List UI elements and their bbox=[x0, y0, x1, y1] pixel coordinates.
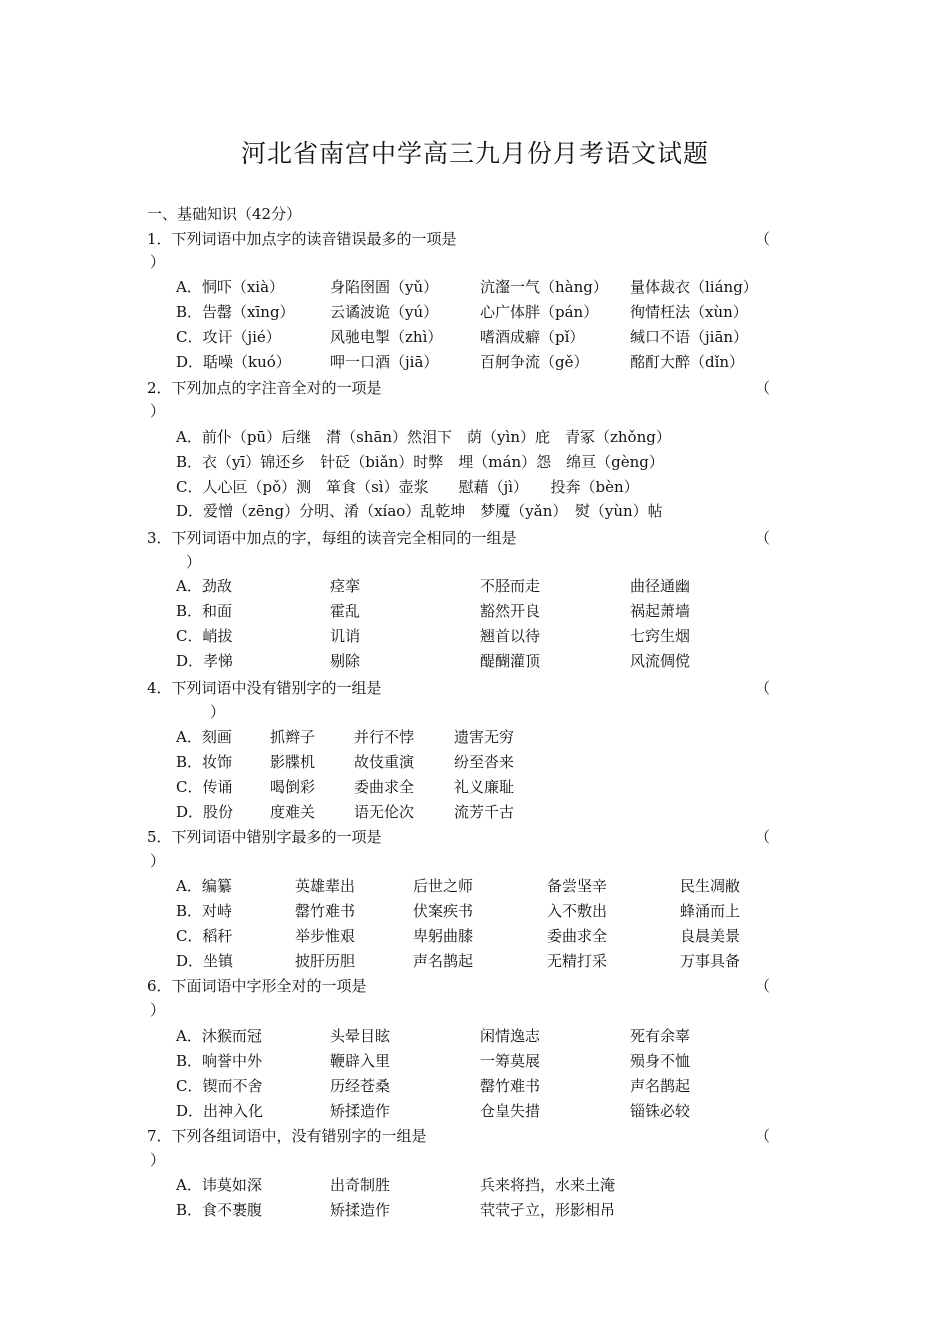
q1-option-a-2: 身陷囹圄（yǔ） bbox=[330, 278, 439, 296]
q7-option-a-2: 出奇制胜 bbox=[330, 1176, 391, 1194]
q4-option-d-1: D．股份 bbox=[176, 803, 234, 821]
q4-option-c-1: C．传诵 bbox=[176, 778, 233, 796]
q4-option-d-2: 度难关 bbox=[270, 803, 316, 821]
q1-option-b-1: B．告罄（xīng） bbox=[176, 303, 295, 321]
q1-option-b-2: 云谲波诡（yú） bbox=[330, 303, 439, 321]
q5-option-a-5: 民生凋敝 bbox=[680, 877, 741, 895]
q2-option-c: C．人心叵（pǒ）测 箪食（sì）壶浆 慰藉（jì） 投奔（bèn） bbox=[176, 478, 639, 496]
q6-option-b-1: B．响誉中外 bbox=[176, 1052, 263, 1070]
q6-option-a-1: A．沐猴而冠 bbox=[176, 1027, 262, 1045]
q3-option-b-1: B．和面 bbox=[176, 602, 233, 620]
q6-option-c-3: 罄竹难书 bbox=[480, 1077, 541, 1095]
question-4-stem: 4．下列词语中没有错别字的一组是 bbox=[147, 679, 382, 697]
q5-option-d-1: D．坐镇 bbox=[176, 952, 234, 970]
q5-option-c-4: 委曲求全 bbox=[547, 927, 608, 945]
q1-option-a-1: A．恫吓（xià） bbox=[176, 278, 285, 296]
q4-option-b-3: 故伎重演 bbox=[354, 753, 415, 771]
q6-option-c-4: 声名鹊起 bbox=[630, 1077, 691, 1095]
q6-option-d-4: 锱铢必较 bbox=[630, 1102, 691, 1120]
q6-option-d-2: 矫揉造作 bbox=[330, 1102, 391, 1120]
answer-paren-close: ） bbox=[150, 1151, 166, 1169]
q1-option-d-1: D．聒噪（kuó） bbox=[176, 353, 291, 371]
q1-option-a-3: 沆瀣一气（hàng） bbox=[480, 278, 608, 296]
q1-option-c-1: C．攻讦（jié） bbox=[176, 328, 281, 346]
q6-option-a-3: 闲情逸志 bbox=[480, 1027, 541, 1045]
q3-option-d-4: 风流倜傥 bbox=[630, 652, 691, 670]
q5-option-d-3: 声名鹊起 bbox=[413, 952, 474, 970]
answer-paren-open: （ bbox=[755, 379, 771, 397]
q2-option-b: B．衣（yī）锦还乡 针砭（biǎn）时弊 埋（mán）怨 绵亘（gèng） bbox=[176, 453, 664, 471]
q3-option-d-2: 剔除 bbox=[330, 652, 361, 670]
q4-option-c-2: 喝倒彩 bbox=[270, 778, 316, 796]
q4-option-a-2: 抓辫子 bbox=[270, 728, 316, 746]
q4-option-d-3: 语无伦次 bbox=[354, 803, 415, 821]
q6-option-c-1: C．锲而不舍 bbox=[176, 1077, 263, 1095]
q4-option-a-1: A．刻画 bbox=[176, 728, 232, 746]
question-5-stem: 5．下列词语中错别字最多的一项是 bbox=[147, 828, 382, 846]
q3-option-b-3: 豁然开良 bbox=[480, 602, 541, 620]
q1-option-c-2: 风驰电掣（zhì） bbox=[330, 328, 443, 346]
q5-option-a-2: 英雄辈出 bbox=[295, 877, 356, 895]
q1-option-d-2: 呷一口酒（jiā） bbox=[330, 353, 439, 371]
q3-option-d-3: 醍醐灌顶 bbox=[480, 652, 541, 670]
q7-option-b-3: 茕茕孑立，形影相吊 bbox=[480, 1201, 616, 1219]
answer-paren-open: （ bbox=[755, 529, 771, 547]
q4-option-d-4: 流芳千古 bbox=[454, 803, 515, 821]
q6-option-a-4: 死有余辜 bbox=[630, 1027, 691, 1045]
q5-option-a-4: 备尝坚辛 bbox=[547, 877, 608, 895]
q5-option-b-5: 蜂涌而上 bbox=[680, 902, 741, 920]
q7-option-a-1: A．讳莫如深 bbox=[176, 1176, 262, 1194]
q5-option-d-2: 披肝历胆 bbox=[295, 952, 356, 970]
q5-option-a-3: 后世之师 bbox=[413, 877, 474, 895]
q5-option-c-5: 良晨美景 bbox=[680, 927, 741, 945]
q1-option-b-4: 徇情枉法（xùn） bbox=[630, 303, 748, 321]
q5-option-b-1: B．对峙 bbox=[176, 902, 233, 920]
q4-option-b-4: 纷至沓来 bbox=[454, 753, 515, 771]
q2-option-d: D．爱憎（zēng）分明、淆（xíao）乱乾坤 梦魇（yǎn） 熨（yùn）帖 bbox=[176, 502, 663, 520]
q4-option-b-1: B．妆饰 bbox=[176, 753, 233, 771]
q4-option-c-3: 委曲求全 bbox=[354, 778, 415, 796]
q6-option-d-3: 仓皇失措 bbox=[480, 1102, 541, 1120]
q4-option-a-4: 遗害无穷 bbox=[454, 728, 515, 746]
q6-option-a-2: 头晕目眩 bbox=[330, 1027, 391, 1045]
q7-option-b-2: 矫揉造作 bbox=[330, 1201, 391, 1219]
q1-option-c-4: 缄口不语（jiān） bbox=[630, 328, 749, 346]
q3-option-d-1: D．孝悌 bbox=[176, 652, 234, 670]
question-3-stem: 3．下列词语中加点的字，每组的读音完全相同的一组是 bbox=[147, 529, 517, 547]
q5-option-b-4: 入不敷出 bbox=[547, 902, 608, 920]
q6-option-b-2: 鞭辟入里 bbox=[330, 1052, 391, 1070]
q5-option-b-3: 伏案疾书 bbox=[413, 902, 474, 920]
q1-option-d-4: 酩酊大醉（dǐn） bbox=[630, 353, 745, 371]
q6-option-d-1: D．出神入化 bbox=[176, 1102, 264, 1120]
answer-paren-close: ） bbox=[210, 703, 226, 721]
q4-option-a-3: 并行不悖 bbox=[354, 728, 415, 746]
q3-option-a-2: 痉挛 bbox=[330, 577, 361, 595]
question-6-stem: 6．下面词语中字形全对的一项是 bbox=[147, 977, 367, 995]
q3-option-c-4: 七窍生烟 bbox=[630, 627, 691, 645]
q4-option-b-2: 影牒机 bbox=[270, 753, 316, 771]
q1-option-a-4: 量体裁衣（liáng） bbox=[630, 278, 758, 296]
question-1-stem: 1．下列词语中加点字的读音错误最多的一项是 bbox=[147, 230, 457, 248]
q1-option-d-3: 百舸争流（gě） bbox=[480, 353, 589, 371]
answer-paren-open: （ bbox=[755, 230, 771, 248]
q3-option-a-3: 不胫而走 bbox=[480, 577, 541, 595]
answer-paren-close: ） bbox=[150, 1001, 166, 1019]
q6-option-b-3: 一筹莫展 bbox=[480, 1052, 541, 1070]
q5-option-d-4: 无精打采 bbox=[547, 952, 608, 970]
page-title: 河北省南宫中学高三九月份月考语文试题 bbox=[240, 139, 709, 168]
q5-option-c-1: C．稻秆 bbox=[176, 927, 233, 945]
q5-option-a-1: A．编纂 bbox=[176, 877, 232, 895]
answer-paren-close: ） bbox=[150, 402, 166, 420]
q7-option-b-1: B．食不裹腹 bbox=[176, 1201, 263, 1219]
q3-option-a-4: 曲径通幽 bbox=[630, 577, 691, 595]
q3-option-a-1: A．劲敌 bbox=[176, 577, 232, 595]
q3-option-c-1: C．峭拔 bbox=[176, 627, 233, 645]
q3-option-c-3: 翘首以待 bbox=[480, 627, 541, 645]
q3-option-c-2: 讥诮 bbox=[330, 627, 361, 645]
section-heading: 一、基础知识（42分） bbox=[147, 205, 302, 223]
question-2-stem: 2．下列加点的字注音全对的一项是 bbox=[147, 379, 382, 397]
q5-option-c-3: 卑躬曲膝 bbox=[413, 927, 474, 945]
answer-paren-close: ） bbox=[150, 852, 166, 870]
q1-option-b-3: 心广体胖（pán） bbox=[480, 303, 599, 321]
q7-option-a-3: 兵来将挡，水来土淹 bbox=[480, 1176, 616, 1194]
q5-option-d-5: 万事具备 bbox=[680, 952, 741, 970]
q3-option-b-2: 霍乱 bbox=[330, 602, 361, 620]
q5-option-b-2: 罄竹难书 bbox=[295, 902, 356, 920]
q6-option-b-4: 殒身不恤 bbox=[630, 1052, 691, 1070]
answer-paren-open: （ bbox=[755, 977, 771, 995]
q2-option-a: A．前仆（pū）后继 潸（shān）然泪下 荫（yìn）庇 青冢（zhǒng） bbox=[176, 428, 671, 446]
answer-paren-open: （ bbox=[755, 1127, 771, 1145]
q5-option-c-2: 举步惟艰 bbox=[295, 927, 356, 945]
answer-paren-close: ） bbox=[186, 553, 202, 571]
q4-option-c-4: 礼义廉耻 bbox=[454, 778, 515, 796]
q1-option-c-3: 嗜酒成癖（pǐ） bbox=[480, 328, 585, 346]
answer-paren-open: （ bbox=[755, 679, 771, 697]
q3-option-b-4: 祸起萧墙 bbox=[630, 602, 691, 620]
answer-paren-close: ） bbox=[150, 253, 166, 271]
q6-option-c-2: 历经苍桑 bbox=[330, 1077, 391, 1095]
question-7-stem: 7．下列各组词语中，没有错别字的一组是 bbox=[147, 1127, 427, 1145]
answer-paren-open: （ bbox=[755, 828, 771, 846]
